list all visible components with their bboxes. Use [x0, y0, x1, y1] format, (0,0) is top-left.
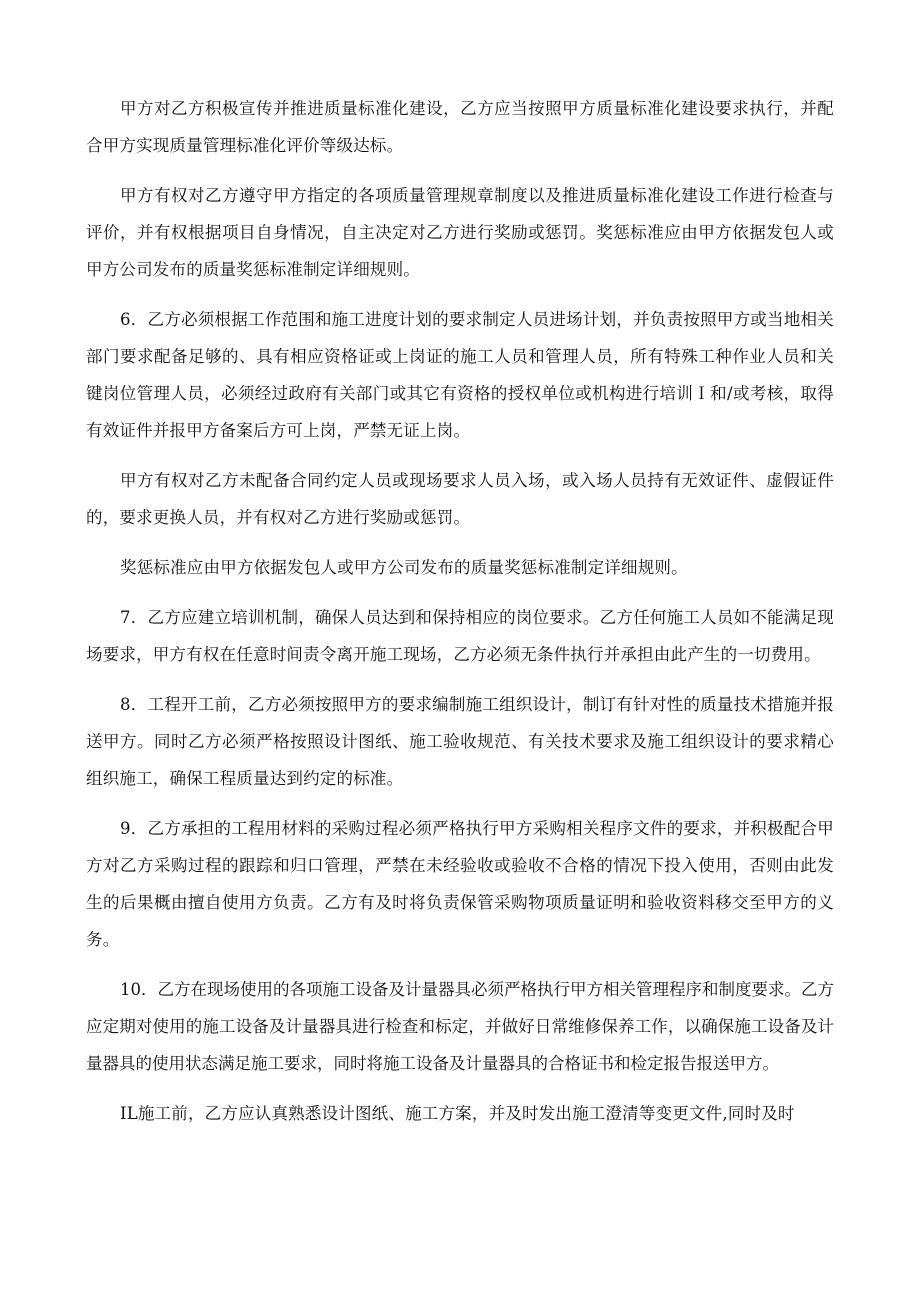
- paragraph-item-6-personnel: 6．乙方必须根据工作范围和施工进度计划的要求制定人员进场计划，并负责按照甲方或当地相关部门要求配备足够的、具有相应资格证或上岗证的施工人员和管理人员，所有特殊工种作业人员和关键岗位管理人员，必须经过政府有关部门或其它有资格的授权单位或机构进行培训Ｉ和/或考核，取得有效证件并报甲方备案后方可上岗，严禁无证上岗。: [86, 310, 834, 440]
- paragraph-item-8-construction-design: 8．工程开工前，乙方必须按照甲方的要求编制施工组织设计，制订有针对性的质量技术措施并报送甲方。同时乙方必须严格按照设计图纸、施工验收规范、有关技术要求及施工组织设计的要求精心组织施工，确保工程质量达到约定的标准。: [86, 695, 834, 788]
- paragraph-personnel-replacement: 甲方有权对乙方未配备合同约定人员或现场要求人员入场，或入场人员持有无效证件、虚假证件的，要求更换人员，并有权对乙方进行奖励或惩罚。: [86, 471, 834, 527]
- paragraph-item-9-procurement: 9．乙方承担的工程用材料的采购过程必须严格执行甲方采购相关程序文件的要求，并积极配合甲方对乙方采购过程的跟踪和归口管理，严禁在未经验收或验收不合格的情况下投入使用，否则由此发生的后果概由擅自使用方负责。乙方有及时将负责保管采购物项质量证明和验收资料移交至甲方的义务。: [86, 819, 834, 949]
- paragraph-item-11-preconstruction: IL施工前，乙方应认真熟悉设计图纸、施工方案，并及时发出施工澄清等变更文件,同时及时: [120, 1104, 795, 1123]
- paragraph-reward-penalty-rules: 奖惩标准应由甲方依据发包人或甲方公司发布的质量奖惩标准制定详细规则。: [120, 558, 688, 577]
- paragraph-quality-evaluation: 甲方有权对乙方遵守甲方指定的各项质量管理规章制度以及推进质量标准化建设工作进行检查与评价，并有权根据项目自身情况，自主决定对乙方进行奖励或惩罚。奖惩标准应由甲方依据发包人或甲方公司发布的质量奖惩标准制定详细规则。: [86, 186, 834, 279]
- paragraph-item-10-equipment: 10．乙方在现场使用的各项施工设备及计量器具必须严格执行甲方相关管理程序和制度要求。乙方应定期对使用的施工设备及计量器具进行检查和标定，并做好日常维修保养工作，以确保施工设备及计量器具的使用状态满足施工要求，同时将施工设备及计量器具的合格证书和检定报告报送甲方。: [86, 980, 834, 1073]
- document-body: [86, 90, 834, 1145]
- paragraph-quality-standardization: 甲方对乙方积极宣传并推进质量标准化建设，乙方应当按照甲方质量标准化建设要求执行，并配合甲方实现质量管理标准化评价等级达标。: [86, 99, 834, 155]
- paragraph-item-7-training: 7．乙方应建立培训机制，确保人员达到和保持相应的岗位要求。乙方任何施工人员如不能满足现场要求，甲方有权在任意时间责令离开施工现场，乙方必须无条件执行并承担由此产生的一切费用。: [86, 608, 834, 664]
